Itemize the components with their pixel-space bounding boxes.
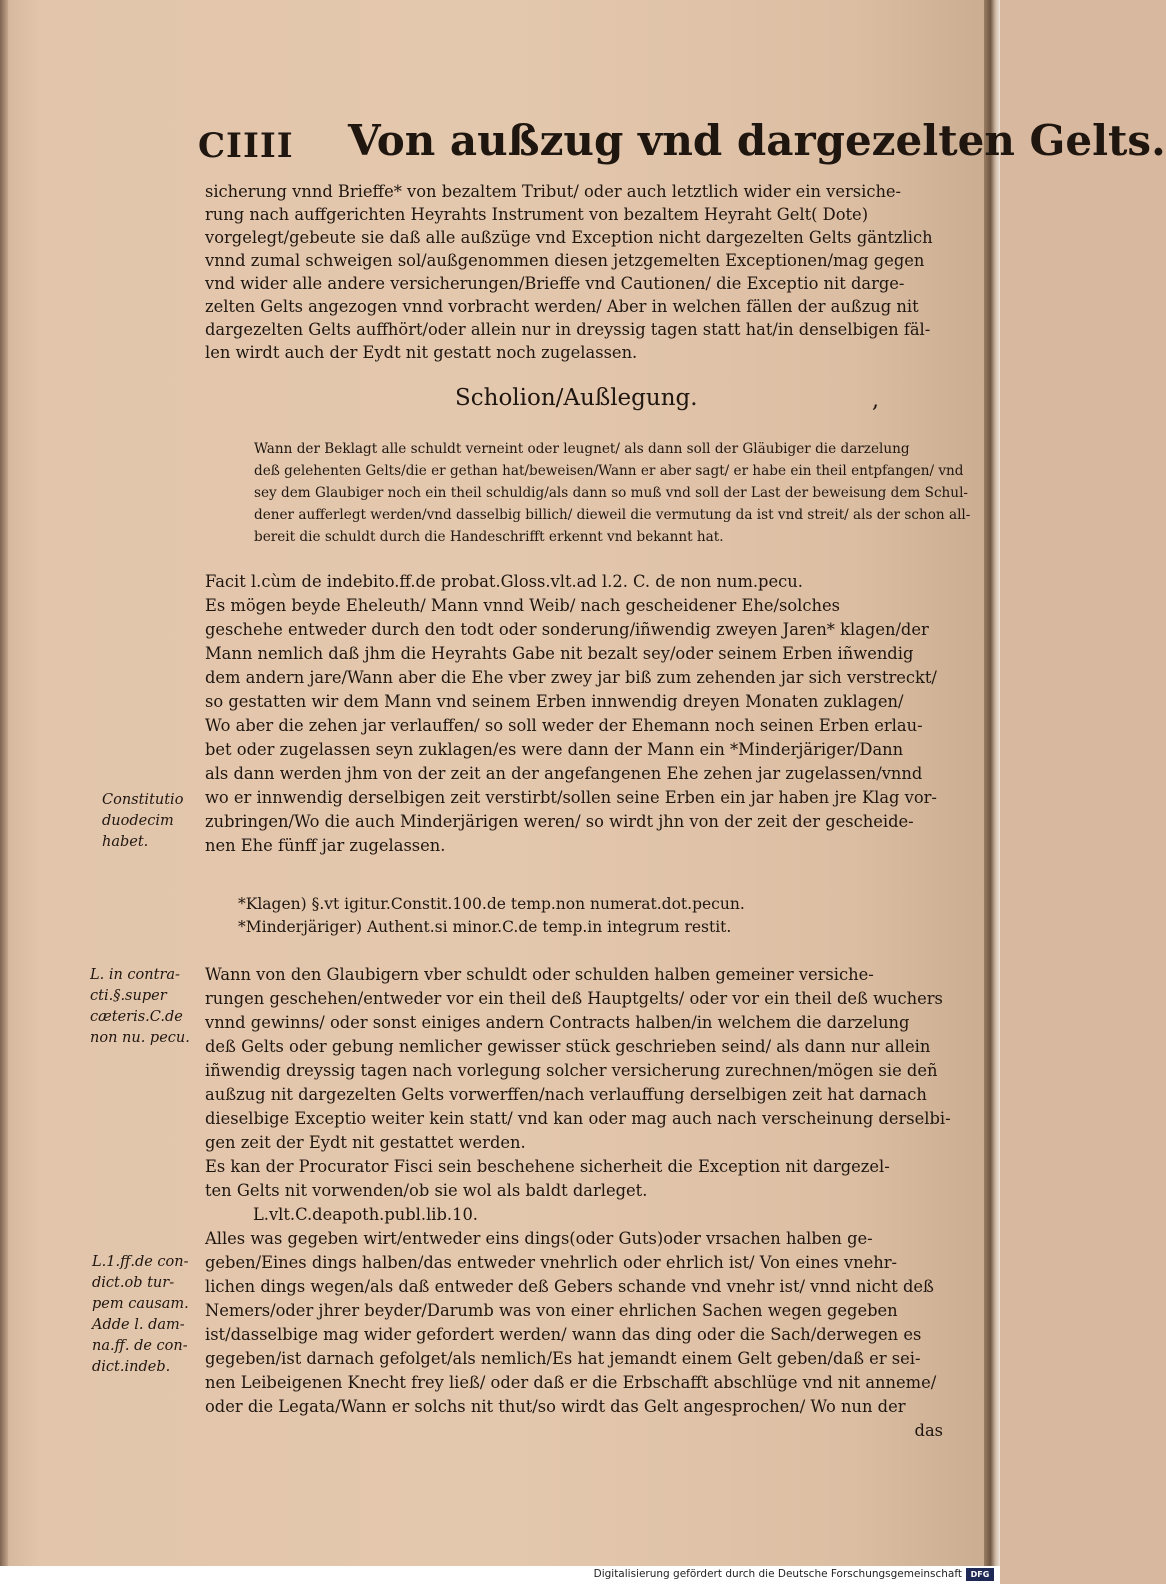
dfg-logo: DFG bbox=[966, 1568, 994, 1581]
marginal-note-contracti bbox=[90, 965, 200, 1049]
marginal-line: dict.ob tur- bbox=[92, 1275, 175, 1291]
scholion-heading: Scholion/Außlegung. bbox=[455, 385, 698, 411]
text-line: len wirdt auch der Eydt nit gestatt noch zugelassen. bbox=[205, 343, 638, 362]
scholion-mark: , bbox=[872, 388, 879, 413]
text-line: geben/Eines dings halben/das entweder vnehrlich oder ehrlich ist/ Von eines vnehr- bbox=[205, 1253, 898, 1272]
page-spine-edge bbox=[0, 0, 8, 1584]
text-line: außzug nit dargezelten Gelts vorwerffen/nach verlauffung derselbigen zeit hat darnach bbox=[205, 1085, 927, 1104]
text-line: dem andern jare/Wann aber die Ehe vber zwey jar biß zum zehenden jar sich verstreckt/ bbox=[205, 668, 937, 687]
paragraph-4 bbox=[205, 963, 951, 1443]
text-line: vnnd gewinns/ oder sonst einiges andern Contracts halben/in welchem die darzelung bbox=[205, 1013, 910, 1032]
marginal-note-condict bbox=[92, 1252, 204, 1378]
text-line: zubringen/Wo die auch Minderjärigen weren/ so wirdt jhn von der zeit der gescheide- bbox=[205, 812, 914, 831]
text-line: oder die Legata/Wann er solchs nit thut/so wirdt das Gelt angesprochen/ Wo nun der bbox=[205, 1397, 906, 1416]
text-line: Nemers/oder jhrer beyder/Darumb was von einer ehrlichen Sachen wegen gegeben bbox=[205, 1301, 898, 1320]
folio-number: CIIII bbox=[198, 126, 294, 166]
text-line: dieselbige Exceptio weiter kein statt/ vnd kan oder mag auch nach verscheinung derselbi- bbox=[205, 1109, 951, 1128]
text-line: ten Gelts nit vorwenden/ob sie wol als baldt darleget. bbox=[205, 1181, 648, 1200]
marginal-line: L. in contra- bbox=[90, 967, 180, 983]
catchword: das bbox=[914, 1421, 943, 1440]
page-gutter-edge bbox=[984, 0, 1000, 1584]
text-line: deß gelehenten Gelts/die er gethan hat/beweisen/Wann er aber sagt/ er habe ein theil entpfangen/ vnd bbox=[254, 463, 964, 479]
text-line: Wann von den Glaubigern vber schuldt oder schulden halben gemeiner versiche- bbox=[205, 965, 874, 984]
text-line: ist/dasselbige mag wider gefordert werden/ wann das ding oder die Sach/derwegen es bbox=[205, 1325, 922, 1344]
text-line: Es kan der Procurator Fisci sein beschehene sicherheit die Exception nit dargezel- bbox=[205, 1157, 890, 1176]
text-line: vnnd zumal schweigen sol/außgenommen diesen jetzgemelten Exceptionen/mag gegen bbox=[205, 251, 925, 270]
text-line: lichen dings wegen/als daß entweder deß Gebers schande vnd vnehr ist/ vnnd nicht deß bbox=[205, 1277, 934, 1296]
text-line: dargezelten Gelts auffhört/oder allein nur in dreyssig tagen statt hat/in denselbigen fäl- bbox=[205, 320, 931, 339]
footer-credit: Digitalisierung gefördert durch die Deutsche Forschungsgemeinschaft bbox=[593, 1568, 962, 1580]
text-line: sicherung vnnd Brieffe* von bezaltem Tribut/ oder auch letztlich wider ein versiche- bbox=[205, 182, 902, 201]
text-line: Mann nemlich daß jhm die Heyrahts Gabe nit bezalt sey/oder seinem Erben iñwendig bbox=[205, 644, 914, 663]
paragraph-3 bbox=[205, 570, 943, 858]
marginal-line: pem causam. bbox=[92, 1296, 189, 1312]
marginal-note-constitutio bbox=[102, 790, 194, 853]
text-line: Facit l.cùm de indebito.ff.de probat.Gloss.vlt.ad l.2. C. de non num.pecu. bbox=[205, 572, 803, 591]
text-line: gen zeit der Eydt nit gestattet werden. bbox=[205, 1133, 526, 1152]
text-line: wo er innwendig derselbigen zeit verstirbt/sollen seine Erben ein jar haben jre Klag vor- bbox=[205, 788, 937, 807]
text-line: bet oder zugelassen seyn zuklagen/es were dann der Mann ein *Minderjäriger/Dann bbox=[205, 740, 904, 759]
text-line: dener aufferlegt werden/vnd dasselbig billich/ dieweil die vermutung da ist vnd streit/ als der schon all- bbox=[254, 507, 971, 523]
footnote-line: *Klagen) §.vt igitur.Constit.100.de temp.non numerat.dot.pecun. bbox=[238, 895, 745, 913]
marginal-line: L.1.ff.de con- bbox=[92, 1254, 189, 1270]
text-line: so gestatten wir dem Mann vnd seinem Erben innwendig dreyen Monaten zuklagen/ bbox=[205, 692, 904, 711]
digitization-footer bbox=[0, 1566, 1000, 1584]
marginal-line: non nu. pecu. bbox=[90, 1030, 190, 1046]
marginal-line: cti.§.super bbox=[90, 988, 167, 1004]
paragraph-1 bbox=[205, 180, 943, 364]
footnote-line: *Minderjäriger) Authent.si minor.C.de temp.in integrum restit. bbox=[238, 918, 732, 936]
marginal-line: na.ff. de con- bbox=[92, 1338, 188, 1354]
page-header bbox=[198, 112, 1166, 176]
marginal-line: Adde l. dam- bbox=[92, 1317, 185, 1333]
text-line: zelten Gelts angezogen vnnd vorbracht werden/ Aber in welchen fällen der außzug nit bbox=[205, 297, 919, 316]
text-line: gegeben/ist darnach gefolget/als nemlich/Es hat jemandt einem Gelt geben/daß er sei- bbox=[205, 1349, 921, 1368]
footnotes bbox=[238, 893, 938, 939]
scholion-paragraph bbox=[254, 438, 971, 548]
marginal-line: cæteris.C.de bbox=[90, 1009, 183, 1025]
text-line: rungen geschehen/entweder vor ein theil deß Hauptgelts/ oder vor ein theil deß wuchers bbox=[205, 989, 943, 1008]
text-line: Wann der Beklagt alle schuldt verneint oder leugnet/ als dann soll der Gläubiger die darzelung bbox=[254, 441, 910, 457]
text-line: geschehe entweder durch den todt oder sonderung/iñwendig zweyen Jaren* klagen/der bbox=[205, 620, 929, 639]
marginal-line: duodecim bbox=[102, 813, 174, 829]
text-line: vorgelegt/gebeute sie daß alle außzüge vnd Exception nicht dargezelten Gelts gäntzlich bbox=[205, 228, 933, 247]
text-line: als dann werden jhm von der zeit an der angefangenen Ehe zehen jar zugelassen/vnnd bbox=[205, 764, 923, 783]
marginal-line: Constitutio bbox=[102, 792, 184, 808]
text-line: Es mögen beyde Eheleuth/ Mann vnnd Weib/ nach gescheidener Ehe/solches bbox=[205, 596, 840, 615]
text-line: iñwendig dreyssig tagen nach vorlegung solcher versicherung zurechnen/mögen sie deñ bbox=[205, 1061, 938, 1080]
text-line: Wo aber die zehen jar verlauffen/ so soll weder der Ehemann noch seinen Erben erlau- bbox=[205, 716, 923, 735]
text-line: deß Gelts oder gebung nemlicher gewisser stück geschrieben seind/ als dann nur allein bbox=[205, 1037, 931, 1056]
text-line: nen Leibeigenen Knecht frey ließ/ oder daß er die Erbschafft abschlüge vnd nit anneme/ bbox=[205, 1373, 937, 1392]
text-line: sey dem Glaubiger noch ein theil schuldig/als dann so muß vnd soll der Last der beweisung dem Schul- bbox=[254, 485, 969, 501]
text-line: nen Ehe fünff jar zugelassen. bbox=[205, 836, 446, 855]
text-line: rung nach auffgerichten Heyrahts Instrument von bezaltem Heyraht Gelt( Dote) bbox=[205, 205, 869, 224]
marginal-line: habet. bbox=[102, 834, 149, 850]
marginal-line: dict.indeb. bbox=[92, 1359, 171, 1375]
text-line: vnd wider alle andere versicherungen/Brieffe vnd Cautionen/ die Exceptio nit darge- bbox=[205, 274, 905, 293]
text-line: Alles was gegeben wirt/entweder eins dings(oder Guts)oder vrsachen halben ge- bbox=[205, 1229, 873, 1248]
running-head: Von außzug vnd dargezelten Gelts. bbox=[348, 116, 1166, 165]
text-line: bereit die schuldt durch die Handeschrifft erkennt vnd bekannt hat. bbox=[254, 529, 724, 545]
text-line: L.vlt.C.deapoth.publ.lib.10. bbox=[253, 1205, 478, 1224]
